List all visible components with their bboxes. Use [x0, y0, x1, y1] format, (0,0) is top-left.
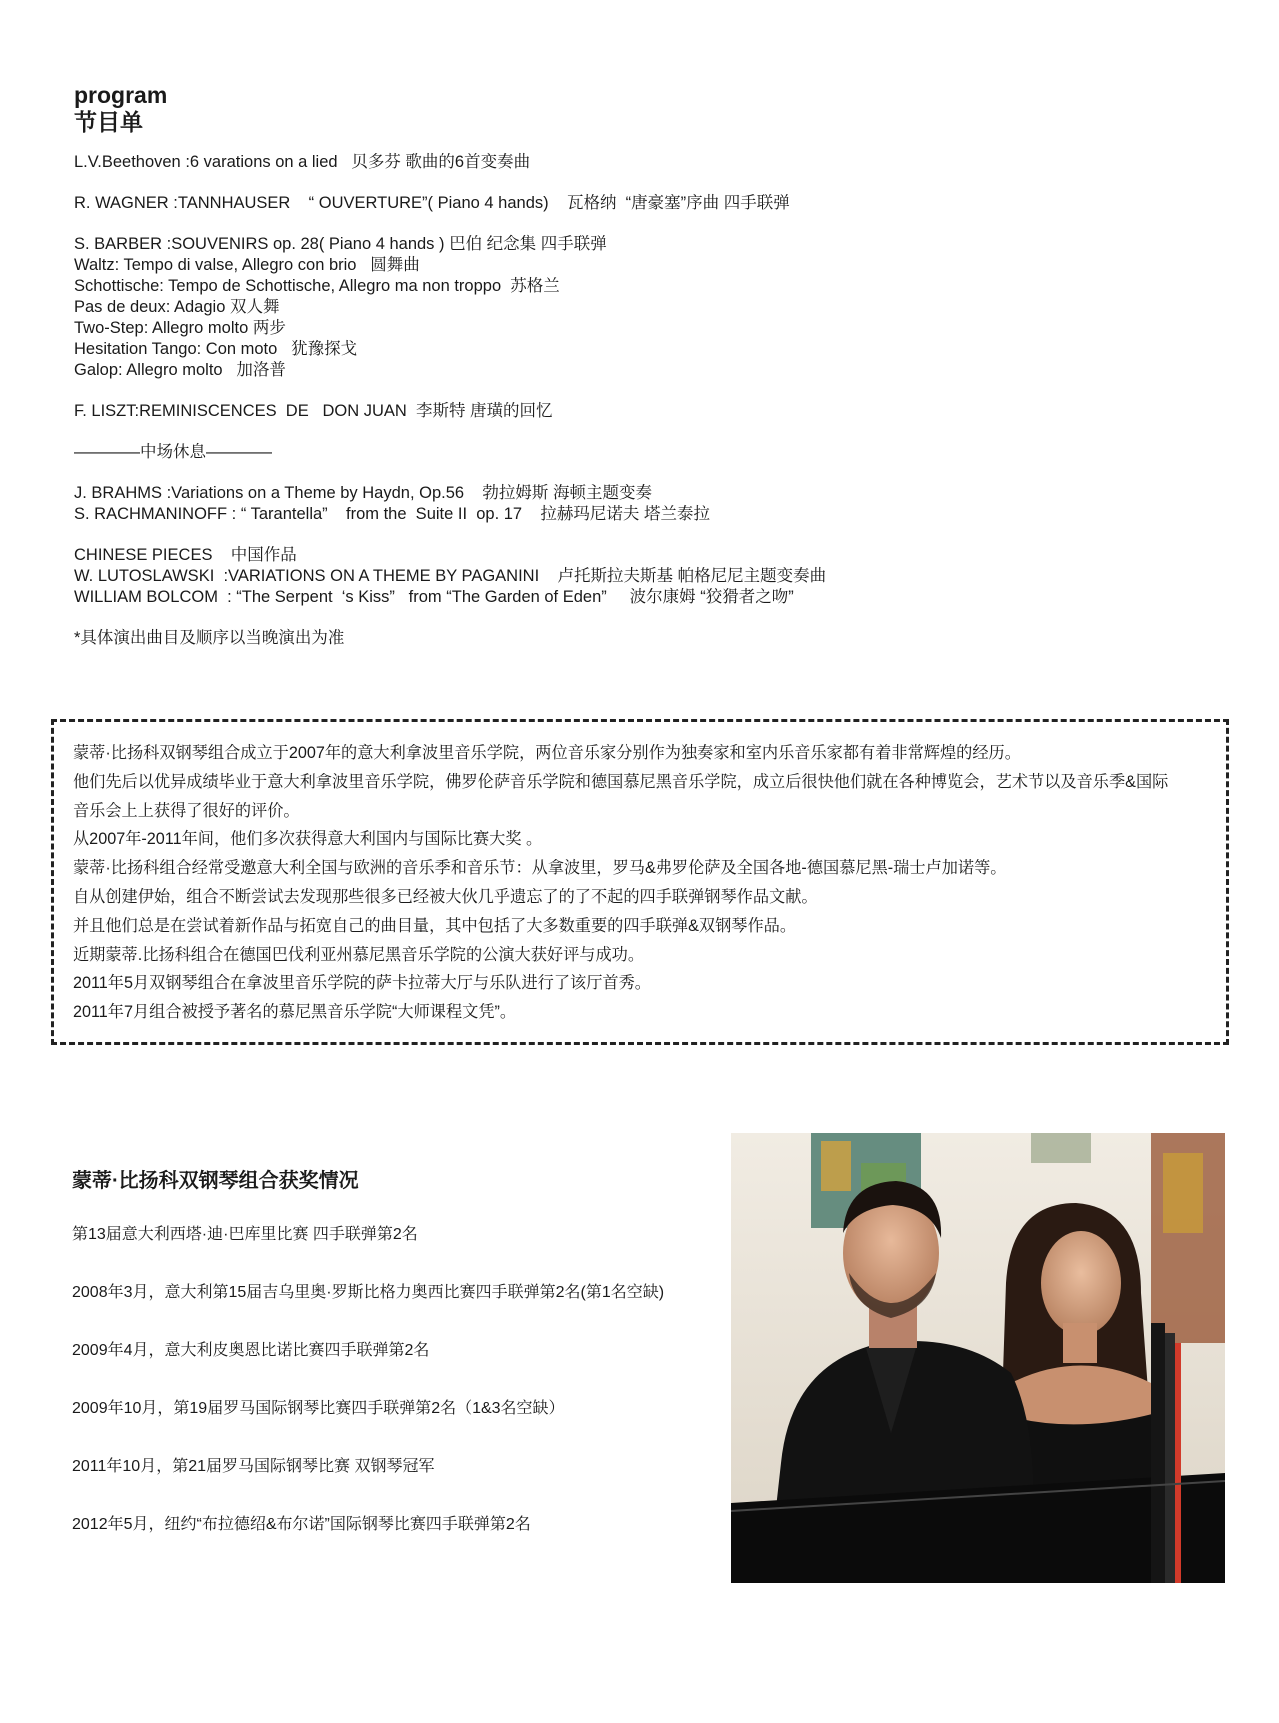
biography-line: 并且他们总是在尝试着新作品与拓宽自己的曲目量，其中包括了大多数重要的四手联弹&双钢琴作品。	[73, 916, 797, 935]
program-line: S. RACHMANINOFF : “ Tarantella” from the Suite II op. 17 拉赫玛尼诺夫 塔兰泰拉	[74, 505, 711, 523]
award-item: 2009年10月，第19届罗马国际钢琴比赛四手联弹第2名（1&3名空缺）	[72, 1400, 565, 1417]
program-spacer	[74, 463, 1174, 483]
biography-text	[73, 739, 1223, 1027]
award-item: 2009年4月，意大利皮奥恩比诺比赛四手联弹第2名	[72, 1342, 430, 1359]
award-item: 2012年5月，纽约“布拉德绍&布尔诺”国际钢琴比赛四手联弹第2名	[72, 1516, 531, 1533]
award-item: 第13届意大利西塔·迪·巴库里比赛 四手联弹第2名	[72, 1226, 418, 1243]
program-line: *具体演出曲目及顺序以当晚演出为准	[74, 629, 345, 647]
program-spacer	[74, 422, 1174, 442]
program-line: W. LUTOSLAWSKI :VARIATIONS ON A THEME BY PAGANINI 卢托斯拉夫斯基 帕格尼尼主题变奏曲	[74, 567, 827, 585]
program-line: L.V.Beethoven :6 varations on a lied 贝多芬 歌曲的6首变奏曲	[74, 153, 531, 171]
duo-photo	[731, 1133, 1225, 1583]
biography-line: 音乐会上上获得了很好的评价。	[73, 801, 300, 820]
biography-line: 2011年7月组合被授予著名的慕尼黑音乐学院“大师课程文凭”。	[73, 1003, 517, 1022]
program-line: Hesitation Tango: Con moto 犹豫探戈	[74, 340, 358, 358]
award-item: 2008年3月，意大利第15届吉乌里奥·罗斯比格力奥西比赛四手联弹第2名(第1名空缺)	[72, 1284, 665, 1301]
program-line: Schottische: Tempo de Schottische, Allegro ma non troppo 苏格兰	[74, 277, 560, 295]
award-item: 2011年10月，第21届罗马国际钢琴比赛 双钢琴冠军	[72, 1458, 435, 1475]
program-spacer	[74, 608, 1174, 628]
awards-title: 蒙蒂·比扬科双钢琴组合获奖情况	[72, 1170, 359, 1192]
program-line: Pas de deux: Adagio 双人舞	[74, 298, 280, 316]
biography-box	[51, 719, 1229, 1045]
program-header	[74, 82, 167, 136]
biography-line: 近期蒙蒂.比扬科组合在德国巴伐利亚州慕尼黑音乐学院的公演大获好评与成功。	[73, 945, 645, 964]
biography-line: 蒙蒂·比扬科双钢琴组合成立于2007年的意大利拿波里音乐学院，两位音乐家分别作为独奏家和室内乐音乐家都有着非常辉煌的经历。	[73, 744, 1021, 762]
program-list	[74, 152, 1174, 649]
program-spacer	[74, 214, 1174, 234]
program-line: CHINESE PIECES 中国作品	[74, 546, 297, 564]
program-line: WILLIAM BOLCOM : “The Serpent ‘s Kiss” from “The Garden of Eden” 波尔康姆 “狡猾者之吻”	[74, 588, 794, 606]
program-line: Galop: Allegro molto 加洛普	[74, 361, 286, 379]
program-spacer	[74, 381, 1174, 401]
program-line: S. BARBER :SOUVENIRS op. 28( Piano 4 hands ) 巴伯 纪念集 四手联弹	[74, 235, 607, 253]
biography-line: 他们先后以优异成绩毕业于意大利拿波里音乐学院，佛罗伦萨音乐学院和德国慕尼黑音乐学院，成立后很快他们就在各种博览会，艺术节以及音乐季&国际	[73, 772, 1169, 791]
biography-line: 自从创建伊始，组合不断尝试去发现那些很多已经被大伙几乎遗忘了的了不起的四手联弹钢琴作品文献。	[73, 887, 818, 906]
program-line: Waltz: Tempo di valse, Allegro con brio 圆舞曲	[74, 256, 420, 274]
program-line: ————中场休息————	[74, 443, 272, 461]
program-title-zh: 节目单	[74, 109, 143, 135]
program-line: J. BRAHMS :Variations on a Theme by Haydn, Op.56 勃拉姆斯 海顿主题变奏	[74, 484, 652, 502]
program-spacer	[74, 173, 1174, 193]
awards-list	[72, 1224, 664, 1572]
program-line: F. LISZT:REMINISCENCES DE DON JUAN 李斯特 唐璜的回忆	[74, 402, 553, 420]
program-line: Two-Step: Allegro molto 两步	[74, 319, 286, 337]
program-spacer	[74, 525, 1174, 545]
biography-line: 从2007年-2011年间，他们多次获得意大利国内与国际比赛大奖 。	[73, 830, 543, 849]
biography-line: 蒙蒂·比扬科组合经常受邀意大利全国与欧洲的音乐季和音乐节：从拿波里，罗马&弗罗伦萨及全国各地-德国慕尼黑-瑞士卢加诺等。	[73, 859, 1007, 878]
duo-photo-illustration	[731, 1133, 1225, 1583]
program-title-en: program	[74, 82, 168, 108]
program-line: R. WAGNER :TANNHAUSER “ OUVERTURE”( Piano 4 hands) 瓦格纳 “唐豪塞”序曲 四手联弹	[74, 194, 790, 212]
biography-line: 2011年5月双钢琴组合在拿波里音乐学院的萨卡拉蒂大厅与乐队进行了该厅首秀。	[73, 974, 651, 993]
